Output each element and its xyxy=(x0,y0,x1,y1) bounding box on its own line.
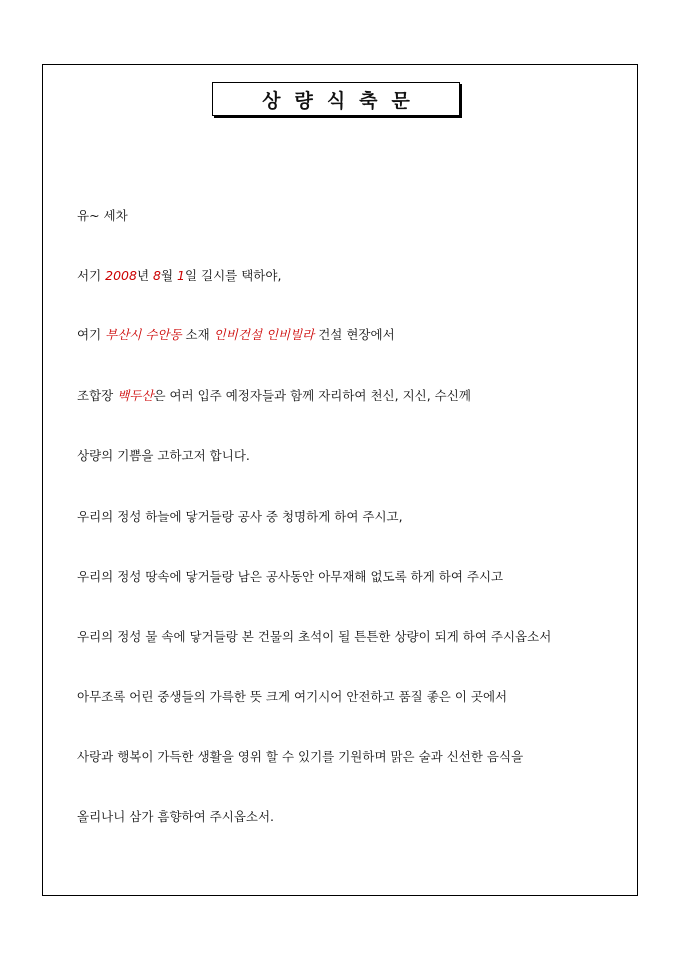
text-line-4 xyxy=(77,386,471,404)
text-line-8: 우리의 정성 물 속에 닿거들랑 본 건물의 초석이 될 튼튼한 상량이 되게 하여 주시옵소서 xyxy=(77,629,552,644)
text-line-5: 상량의 기쁨을 고하고저 합니다. xyxy=(77,448,250,463)
month-value: 8 xyxy=(153,268,161,283)
text-line-3 xyxy=(77,325,395,343)
line-3-part-b: 소재 xyxy=(181,327,214,342)
text-line-1: 유~ 세차 xyxy=(77,208,128,223)
chairman-name: 백두산 xyxy=(117,388,154,403)
day-value: 1 xyxy=(177,268,185,283)
line-4-part-b: 은 여러 입주 예정자들과 함께 자리하여 천신, 지신, 수신께 xyxy=(153,388,471,403)
text-line-9: 아무조록 어린 중생들의 가륵한 뜻 크게 여기시어 안전하고 품질 좋은 이 곳에서 xyxy=(77,689,508,704)
text-line-6: 우리의 정성 하늘에 닿거들랑 공사 중 청명하게 하여 주시고, xyxy=(77,509,403,524)
text-line-7: 우리의 정성 땅속에 닿거들랑 남은 공사동안 아무재해 없도록 하게 하여 주시고 xyxy=(77,569,504,584)
year-value: 2008 xyxy=(105,268,137,283)
line-2-part-d: 일 길시를 택하야, xyxy=(184,268,282,283)
place-value: 부산시 수안동 xyxy=(105,327,182,342)
document-title: 상량식축문 xyxy=(262,89,424,112)
line-2-part-a: 서기 xyxy=(77,268,106,283)
line-2-part-c: 월 xyxy=(160,268,178,283)
text-line-11: 올리나니 삼가 흠향하여 주시옵소서. xyxy=(77,809,275,824)
company-value: 인비건설 인비빌라 xyxy=(213,327,315,342)
line-3-part-a: 여기 xyxy=(77,327,106,342)
text-line-2 xyxy=(77,266,281,284)
text-line-10: 사랑과 행복이 가득한 생활을 영위 할 수 있기를 기원하며 맑은 술과 신선한 음식을 xyxy=(77,749,524,764)
line-2-part-b: 년 xyxy=(136,268,153,283)
page-border xyxy=(42,64,638,896)
title-box xyxy=(212,82,460,116)
line-3-part-c: 건설 현장에서 xyxy=(314,327,395,342)
line-4-part-a: 조합장 xyxy=(77,388,118,403)
